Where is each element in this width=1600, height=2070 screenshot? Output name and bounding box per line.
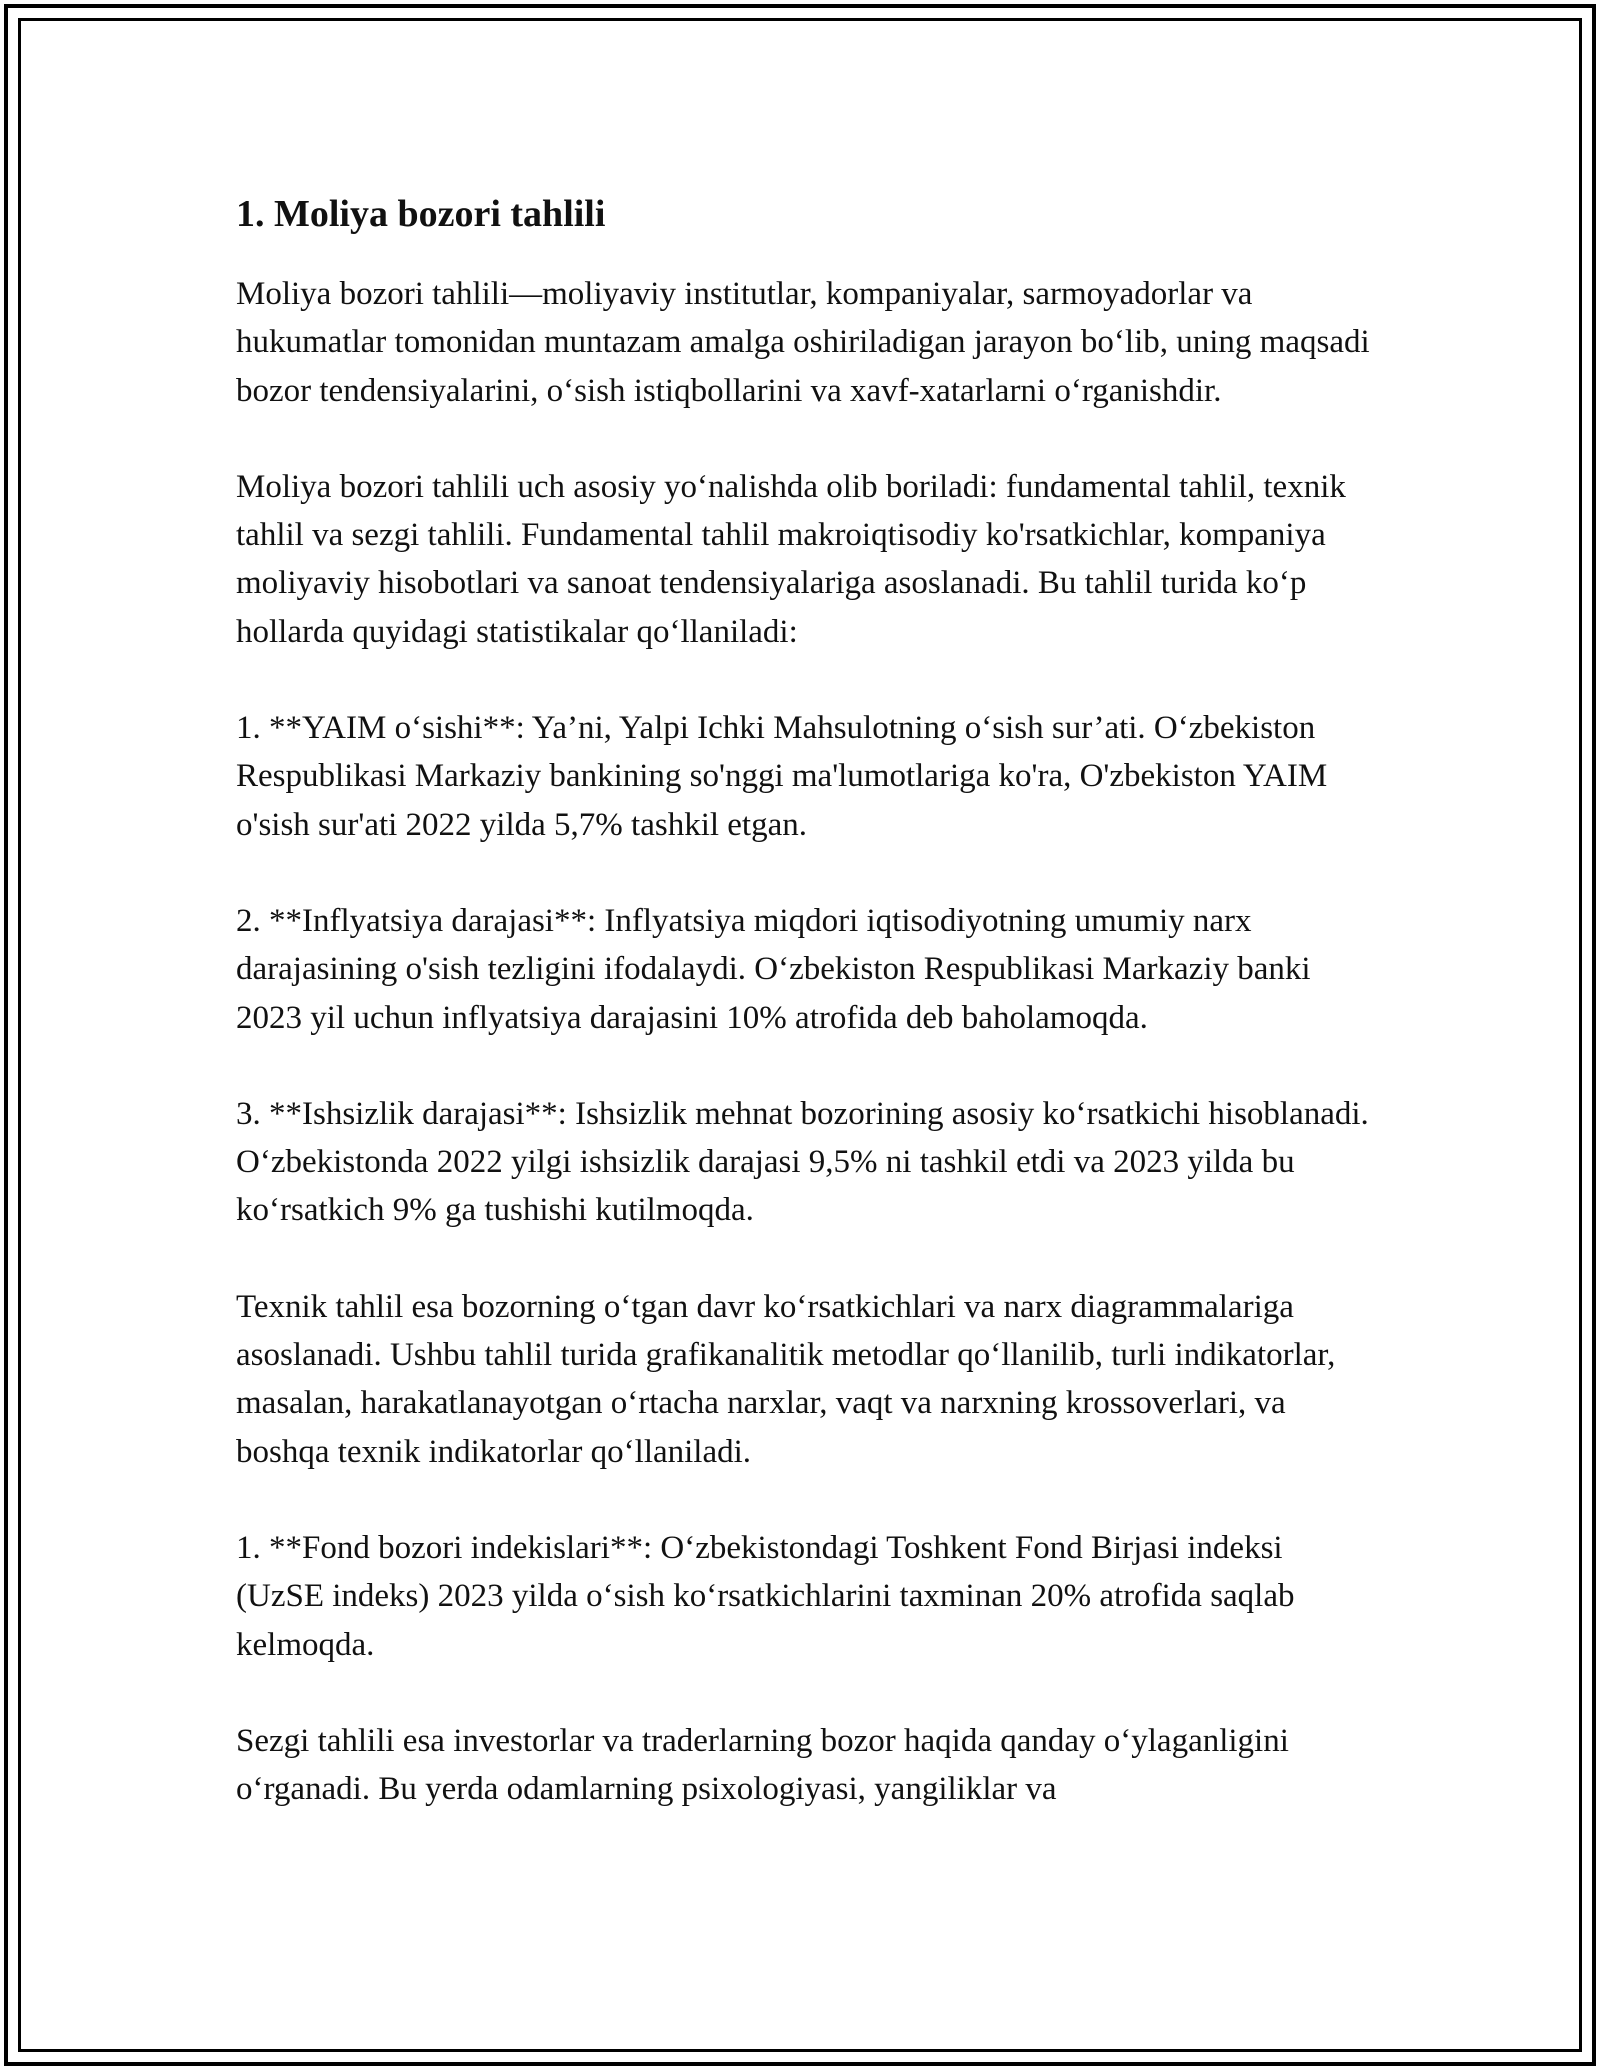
- paragraph-technical-analysis: Texnik tahlil esa bozorning o‘tgan davr ko‘rsatkichlari va narx diagrammalariga asoslanadi. Ushbu tahlil turida grafikanalitik metodlar qo‘llanilib, turli indikatorlar, masalan, harakatlanayotgan o‘rtacha narxlar, vaqt va narxning krossoverlari, va boshqa texnik indikatorlar qo‘llaniladi.: [236, 1288, 1336, 1470]
- paragraph-intro: Moliya bozori tahlili—moliyaviy institutlar, kompaniyalar, sarmoyadorlar va hukumatlar tomonidan muntazam amalga oshiriladigan jarayon bo‘lib, uning maqsadi bozor tendensiyalarini, o‘sish istiqbollarini va xavf-xatarlarni o‘rganishdir.: [236, 276, 1370, 409]
- paragraph-gdp-growth: 1. **YAIM o‘sishi**: Ya’ni, Yalpi Ichki Mahsulotning o‘sish sur’ati. O‘zbekiston Respublikasi Markaziy bankining so'nggi ma'lumotlariga ko'ra, O'zbekiston YAIM o'sish sur'ati 2022 yilda 5,7% tashkil etgan.: [236, 710, 1328, 843]
- paragraph-analysis-directions: Moliya bozori tahlili uch asosiy yo‘nalishda olib boriladi: fundamental tahlil, texnik tahlil va sezgi tahlili. Fundamental tahlil makroiqtisodiy ko'rsatkichlar, kompaniya moliyaviy hisobotlari va sanoat tendensiyalariga asoslanadi. Bu tahlil turida ko‘p hollarda quyidagi statistikalar qo‘llaniladi:: [236, 468, 1346, 650]
- paragraph-stock-index: 1. **Fond bozori indekislari**: O‘zbekistondagi Toshkent Fond Birjasi indeksi (UzSE indeks) 2023 yilda o‘sish ko‘rsatkichlarini taxminan 20% atrofida saqlab kelmoqda.: [236, 1529, 1295, 1663]
- paragraph-inflation: 2. **Inflyatsiya darajasi**: Inflyatsiya miqdori iqtisodiyotning umumiy narx darajasining o'sish tezligini ifodalaydi. O‘zbekiston Respublikasi Markaziy banki 2023 yil uchun inflyatsiya darajasini 10% atrofida deb baholamoqda.: [236, 902, 1311, 1036]
- section-heading: 1. Moliya bozori tahlili: [236, 193, 606, 235]
- document-body: [236, 186, 1376, 1861]
- paragraph-sentiment-analysis: Sezgi tahlili esa investorlar va traderlarning bozor haqida qanday o‘ylaganligini o‘rganadi. Bu yerda odamlarning psixologiyasi, yangiliklar va: [236, 1722, 1289, 1808]
- paragraph-unemployment: 3. **Ishsizlik darajasi**: Ishsizlik mehnat bozorining asosiy ko‘rsatkichi hisoblanadi. O‘zbekistonda 2022 yilgi ishsizlik darajasi 9,5% ni tashkil etdi va 2023 yilda bu ko‘rsatkich 9% ga tushishi kutilmoqda.: [236, 1095, 1369, 1229]
